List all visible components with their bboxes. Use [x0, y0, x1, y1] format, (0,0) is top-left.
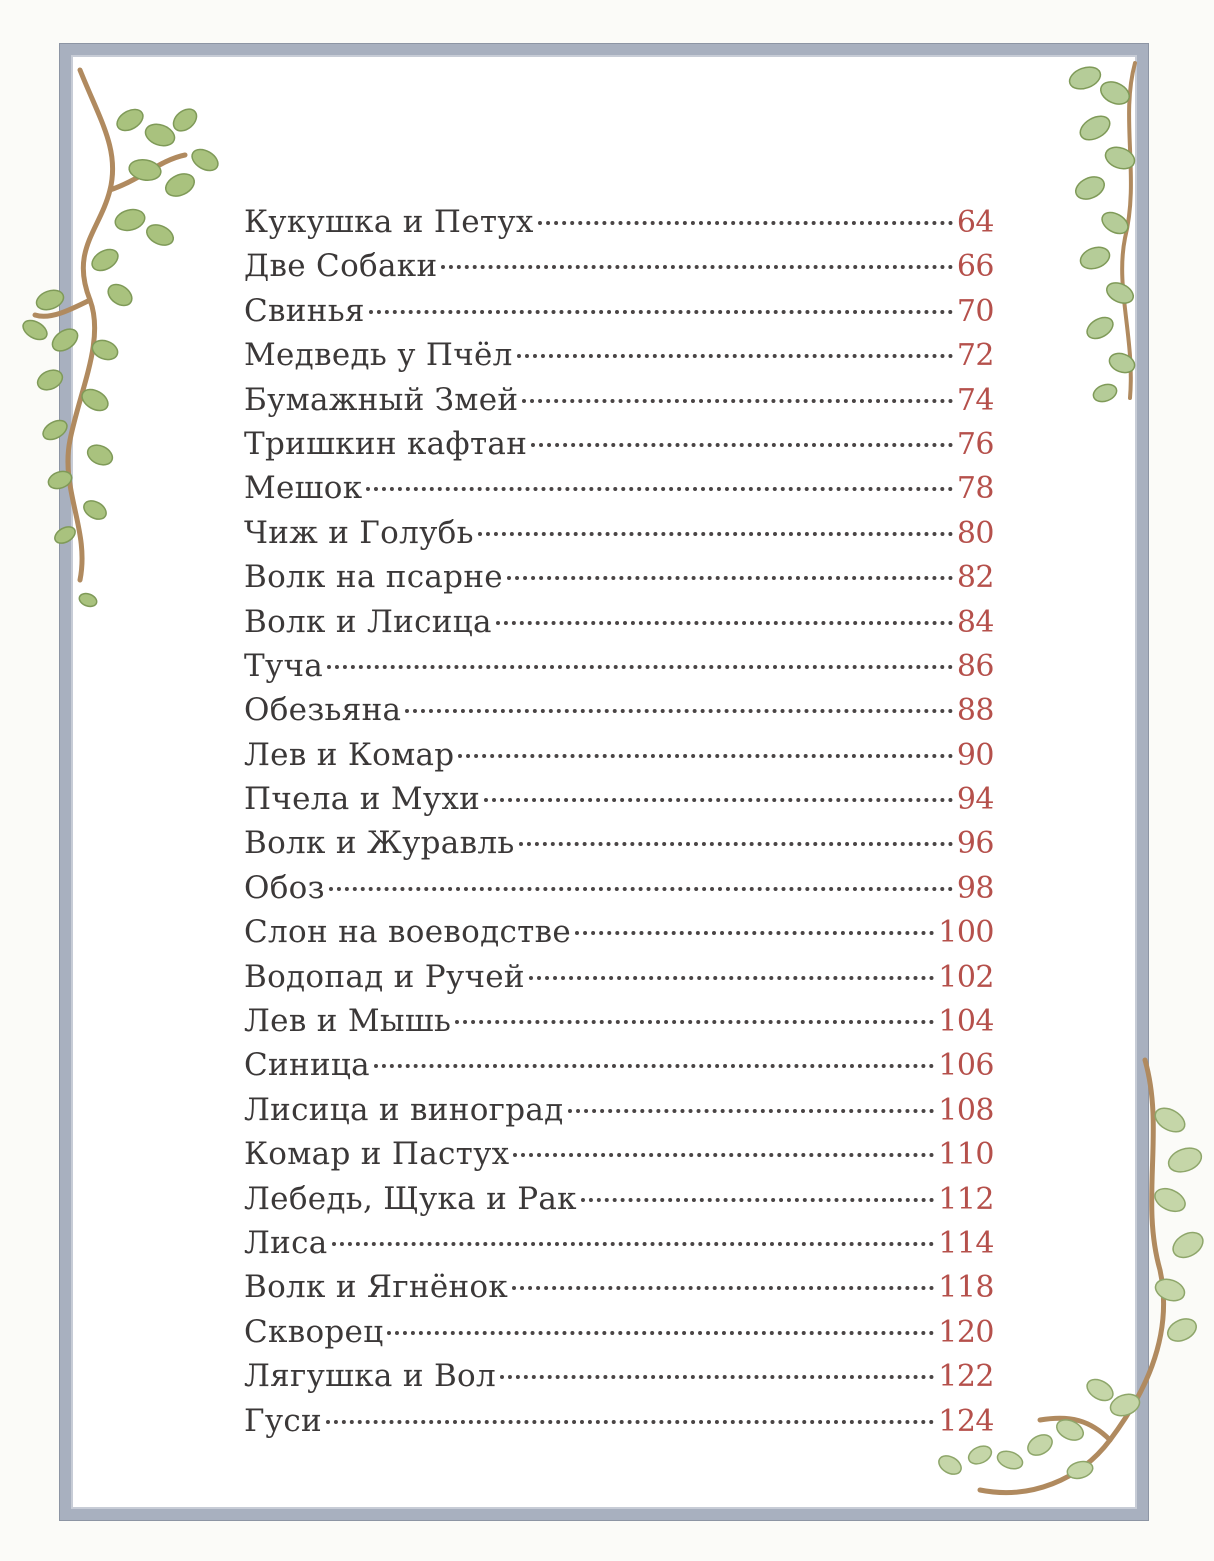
toc-entry[interactable] — [244, 1221, 994, 1265]
toc-entry-page-number: 102 — [938, 959, 994, 995]
dot-leader — [332, 1242, 935, 1246]
toc-entry[interactable] — [244, 688, 994, 732]
toc-entry-page-number: 72 — [956, 338, 994, 374]
toc-entry-title: Комар и Пастух — [244, 1136, 510, 1173]
toc-entry[interactable] — [244, 200, 994, 244]
toc-entry-title: Лиса — [244, 1224, 328, 1261]
toc-entry[interactable] — [244, 955, 994, 999]
toc-entry-title: Лисица и виноград — [244, 1091, 564, 1128]
toc-entry-page-number: 104 — [938, 1004, 994, 1040]
toc-entry-title: Слон на воеводстве — [244, 914, 571, 951]
dot-leader — [496, 621, 953, 625]
toc-entry-page-number: 118 — [938, 1270, 994, 1306]
toc-entry[interactable] — [244, 244, 994, 288]
toc-entry-title: Волк на псарне — [244, 559, 503, 596]
dot-leader — [455, 1020, 934, 1024]
toc-entry-page-number: 82 — [956, 560, 994, 596]
toc-entry-title: Медведь у Пчёл — [244, 337, 513, 374]
toc-entry-title: Мешок — [244, 470, 363, 507]
toc-entry-page-number: 90 — [956, 737, 994, 773]
toc-entry-title: Обоз — [244, 869, 325, 906]
toc-entry-title: Бумажный Змей — [244, 381, 519, 418]
toc-entry-title: Кукушка и Петух — [244, 204, 534, 240]
toc-entry[interactable] — [244, 1132, 994, 1176]
toc-entry-title: Синица — [244, 1047, 370, 1084]
toc-entry-title: Туча — [244, 647, 324, 684]
toc-entry-title: Лев и Мышь — [244, 1003, 452, 1040]
dot-leader — [581, 1198, 934, 1202]
toc-entry[interactable] — [244, 866, 994, 910]
toc-entry[interactable] — [244, 1177, 994, 1221]
dot-leader — [500, 1375, 934, 1379]
toc-entry-page-number: 112 — [938, 1181, 994, 1217]
toc-entry[interactable] — [244, 333, 994, 377]
dot-leader — [568, 1109, 935, 1113]
toc-entry-page-number: 84 — [956, 604, 994, 640]
toc-entry-page-number: 122 — [938, 1359, 994, 1395]
toc-entry-title: Лебедь, Щука и Рак — [244, 1180, 577, 1217]
dot-leader — [519, 842, 953, 846]
dot-leader — [531, 443, 953, 447]
toc-entry[interactable] — [244, 733, 994, 777]
dot-leader — [374, 1064, 934, 1068]
toc-entry-title: Лягушка и Вол — [244, 1358, 496, 1395]
toc-entry-page-number: 120 — [938, 1314, 994, 1350]
toc-entry[interactable] — [244, 466, 994, 510]
toc-entry-title: Обезьяна — [244, 692, 402, 729]
toc-entry-page-number: 70 — [956, 293, 994, 329]
toc-entry-page-number: 100 — [938, 915, 994, 951]
toc-entry-page-number: 80 — [956, 515, 994, 551]
toc-entry-page-number: 106 — [938, 1048, 994, 1084]
toc-entry[interactable] — [244, 511, 994, 555]
toc-entry-title: Водопад и Ручей — [244, 958, 525, 995]
toc-entry-page-number: 74 — [956, 382, 994, 418]
toc-entry-title: Волк и Ягнёнок — [244, 1269, 509, 1306]
dot-leader — [522, 399, 952, 403]
dot-leader — [366, 487, 952, 491]
dot-leader — [458, 754, 952, 758]
toc-entry[interactable] — [244, 1043, 994, 1087]
toc-entry-page-number: 88 — [956, 693, 994, 729]
toc-entry[interactable] — [244, 1399, 994, 1443]
toc-entry-page-number: 78 — [956, 471, 994, 507]
dot-leader — [369, 310, 953, 314]
toc-entry[interactable] — [244, 422, 994, 466]
dot-leader — [575, 931, 934, 935]
toc-entry-page-number: 108 — [938, 1092, 994, 1128]
toc-entry-title: Пчела и Мухи — [244, 781, 481, 818]
toc-entry[interactable] — [244, 378, 994, 422]
toc-entry-page-number: 76 — [956, 426, 994, 462]
toc-entry-page-number: 66 — [956, 249, 994, 285]
toc-entry[interactable] — [244, 910, 994, 954]
dot-leader — [513, 1153, 934, 1157]
toc-entry-title: Свинья — [244, 292, 365, 329]
dot-leader — [507, 576, 953, 580]
toc-entry-page-number: 110 — [938, 1137, 994, 1173]
dot-leader — [441, 265, 952, 269]
dot-leader — [329, 887, 953, 891]
dot-leader — [478, 532, 953, 536]
toc-entry[interactable] — [244, 1088, 994, 1132]
toc-entry-page-number: 94 — [956, 782, 994, 818]
toc-entry[interactable] — [244, 1265, 994, 1309]
toc-entry-page-number: 124 — [938, 1403, 994, 1439]
toc-entry-page-number: 64 — [956, 205, 994, 240]
toc-entry[interactable] — [244, 600, 994, 644]
toc-entry[interactable] — [244, 777, 994, 821]
toc-entry[interactable] — [244, 999, 994, 1043]
toc-entry-page-number: 98 — [956, 870, 994, 906]
dot-leader — [327, 665, 953, 669]
toc-entry[interactable] — [244, 289, 994, 333]
toc-entry-title: Гуси — [244, 1402, 322, 1439]
toc-entry-title: Тришкин кафтан — [244, 425, 528, 462]
toc-entry-page-number: 86 — [956, 648, 994, 684]
table-of-contents — [244, 200, 994, 1443]
toc-entry-page-number: 96 — [956, 826, 994, 862]
toc-entry[interactable] — [244, 644, 994, 688]
toc-entry[interactable] — [244, 821, 994, 865]
toc-entry[interactable] — [244, 1310, 994, 1354]
dot-leader — [517, 354, 953, 358]
toc-entry-title: Волк и Журавль — [244, 825, 515, 862]
toc-entry-title: Скворец — [244, 1313, 384, 1350]
toc-entry-title: Лев и Комар — [244, 736, 455, 773]
dot-leader — [326, 1420, 934, 1424]
toc-entry-title: Чиж и Голубь — [244, 514, 474, 551]
toc-entry-title: Две Собаки — [244, 248, 438, 285]
toc-entry-title: Волк и Лисица — [244, 603, 492, 640]
dot-leader — [405, 709, 953, 713]
dot-leader — [529, 976, 934, 980]
toc-entry[interactable] — [244, 1354, 994, 1398]
dot-leader — [387, 1331, 934, 1335]
dot-leader — [512, 1286, 934, 1290]
toc-entry-page-number: 114 — [938, 1225, 994, 1261]
toc-entry[interactable] — [244, 555, 994, 599]
dot-leader — [538, 221, 953, 225]
dot-leader — [484, 798, 953, 802]
